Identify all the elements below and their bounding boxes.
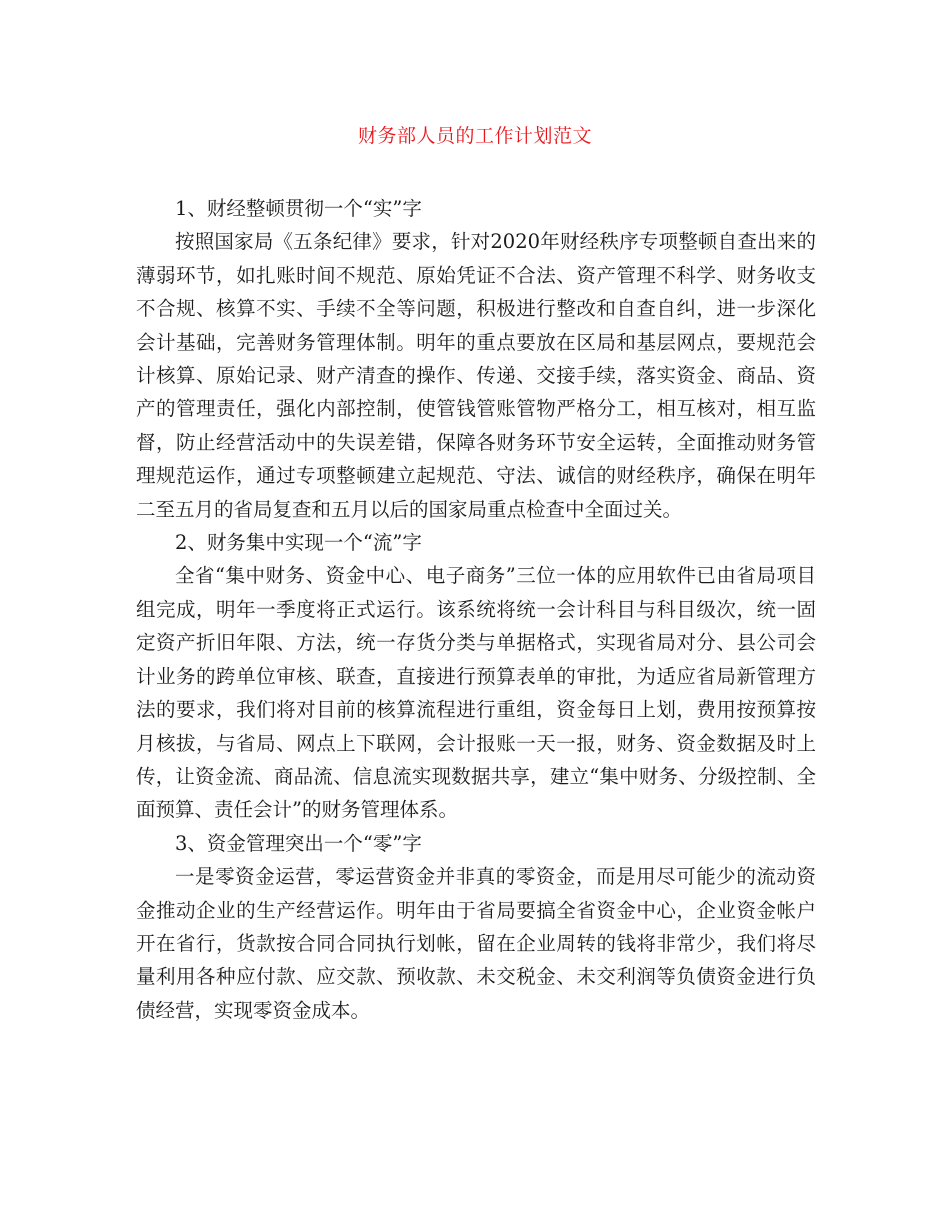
section-3-heading: 3、资金管理突出一个“零”字 [175, 831, 422, 855]
section-2-heading: 2、财务集中实现一个“流”字 [175, 531, 422, 555]
document-title: 财务部人员的工作计划范文 [357, 125, 592, 147]
section-1-paragraph: 按照国家局《五条纪律》要求，针对2020年财经秩序专项整顿自查出来的薄弱环节，如扎账时间不规范、原始凭证不合法、资产管理不科学、财务收支不合规、核算不实、手续不全等问题，积极进行整改和自查自纠，进一步深化会计基础，完善财务管理体制。明年的重点要放在区局和基层网点，要规范会计核算、原始记录、财产清查的操作、传递、交接手续，落实资金、商品、资产的管理责任，强化内部控制，使管钱管账管物严格分工，相互核对，相互监督，防止经营活动中的失误差错，保障各财务环节安全运转，全面推动财务管理规范运作，通过专项整顿建立起规范、守法、诚信的财经秩序，确保在明年二至五月的省局复查和五月以后的国家局重点检查中全面过关。 [136, 230, 816, 521]
document-body [136, 192, 816, 1027]
section-2-paragraph: 全省“集中财务、资金中心、电子商务”三位一体的应用软件已由省局项目组完成，明年一季度将正式运行。该系统将统一会计科目与科目级次，统一固定资产折旧年限、方法，统一存货分类与单据格式，实现省局对分、县公司会计业务的跨单位审核、联查，直接进行预算表单的审批，为适应省局新管理方法的要求，我们将对目前的核算流程进行重组，资金每日上划，费用按预算按月核拔，与省局、网点上下联网，会计报账一天一报，财务、资金数据及时上传，让资金流、商品流、信息流实现数据共享，建立“集中财务、分级控制、全面预算、责任会计”的财务管理体系。 [136, 564, 816, 822]
section-1-heading: 1、财经整顿贯彻一个“实”字 [175, 197, 422, 220]
section-3-paragraph: 一是零资金运营，零运营资金并非真的零资金，而是用尽可能少的流动资金推动企业的生产经营运作。明年由于省局要搞全省资金中心，企业资金帐户开在省行，货款按合同合同执行划帐，留在企业周转的钱将非常少，我们将尽量利用各种应付款、应交款、预收款、未交税金、未交利润等负债资金进行负债经营，实现零资金成本。 [136, 865, 816, 1022]
